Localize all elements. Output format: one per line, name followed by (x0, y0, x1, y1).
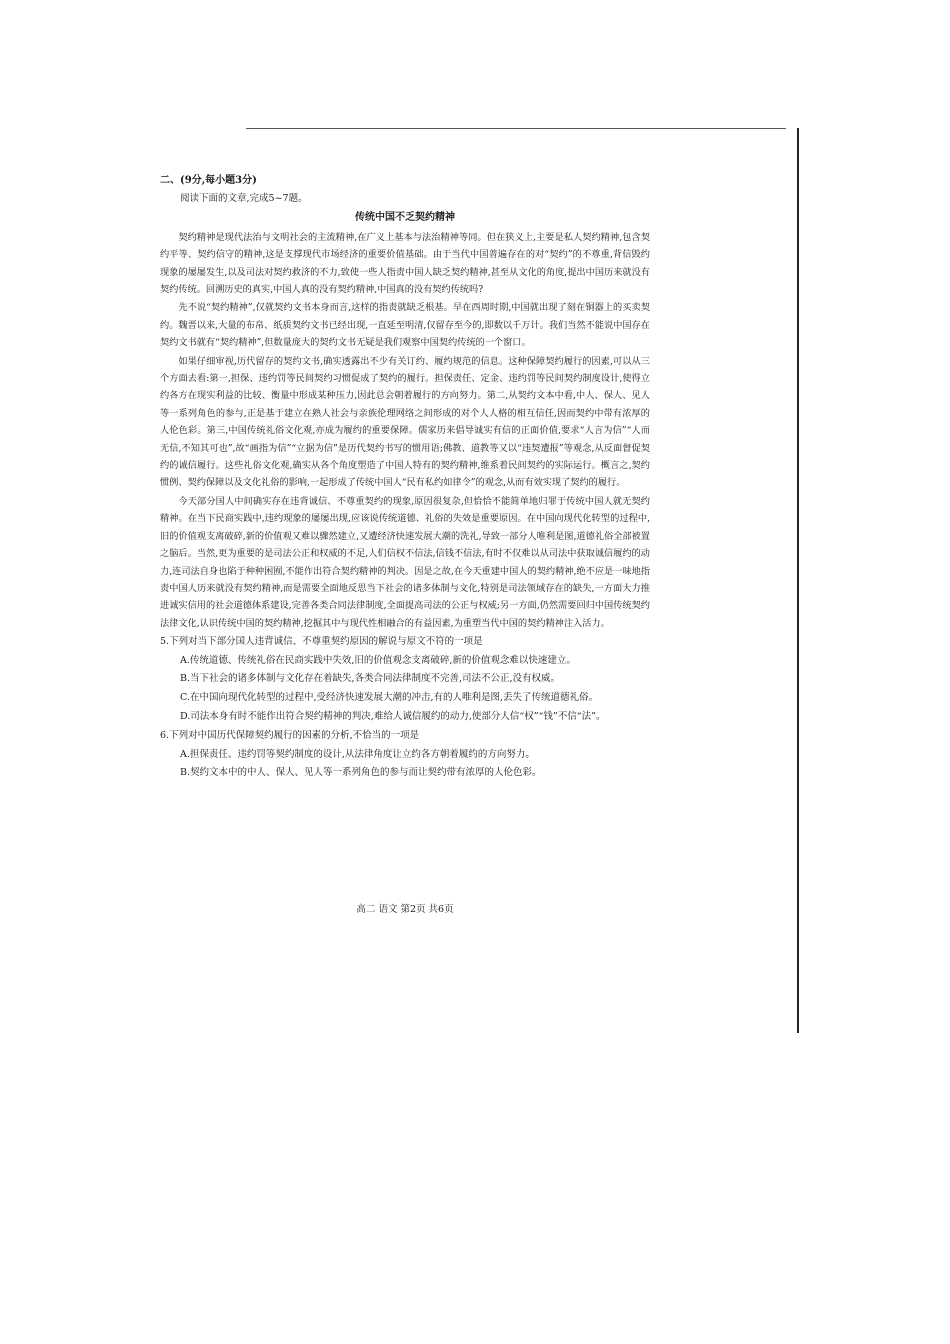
article-title: 传统中国不乏契约精神 (355, 212, 455, 224)
question-5-option-b: B.当下社会的诸多体制与文化存在着缺失,各类合同法律制度不完善,司法不公正,没有权威。 (180, 673, 561, 685)
article-paragraph-1: 契约精神是现代法治与文明社会的主流精神,在广义上基本与法治精神等同。但在狭义上,主要是私人契约精神,包含契约平等、契约信守的精神,这是支撑现代市场经济的重要价值基础。由于当代中国普遍存在的对“契约”的不尊重,背信毁约现象的屡屡发生,以及司法对契约救济的不力,致使一些人指责中国人缺乏契约精神,甚至从文化的角度,提出中国历来就没有契约传统。回溯历史的真实,中国人真的没有契约精神,中国真的没有契约传统吗? (160, 231, 650, 295)
question-5-option-a: A.传统道德、传统礼俗在民商实践中失效,旧的价值观念支离破碎,新的价值观念难以快速建立。 (180, 654, 576, 666)
page-footer: 高二 语文 第2页 共6页 (356, 904, 454, 915)
top-divider-line (246, 128, 786, 129)
question-5-option-d: D.司法本身有时不能作出符合契约精神的判决,难给人诚信履约的动力,使部分人信“权”“钱”不信“法”。 (180, 710, 606, 722)
question-6-stem: 6.下列对中国历代保障契约履行的因素的分析,不恰当的一项是 (160, 730, 420, 742)
article-paragraph-3: 如果仔细审视,历代留存的契约文书,确实透露出不少有关订约、履约规范的信息。这种保障契约履行的因素,可以从三个方面去看:第一,担保、违约罚等民间契约习惯促成了契约的履行。担保责任、定金、违约罚等民间契约制度设计,使得立约各方在现实利益的比较、衡量中形成某种压力,因此总会朝着履行的方向努力。第二,从契约文本中看,中人、保人、见人等一系列角色的参与,正是基于建立在熟人社会与亲族伦理网络之间形成的对个人人格的相互信任,因而契约中带有浓厚的人伦色彩。第三,中国传统礼俗文化观,亦成为履约的重要保障。儒家历来倡导诚实有信的正面价值,要求“人言为信”“人而无信,不知其可也”,故“画指为信”“立据为信”是历代契约书写的惯用语;佛教、道教等又以“违契遭报”等观念,从反面督促契约的诚信履行。这些礼俗文化观,确实从各个角度塑造了中国人特有的契约精神,维系着民间契约的实际运行。概言之,契约惯例、契约保障以及文化礼俗的影响,一起形成了传统中国人“民有私约如律令”的观念,从而有效实现了契约的履行。 (160, 355, 650, 489)
question-6-option-b: B.契约文本中的中人、保人、见人等一系列角色的参与而让契约带有浓厚的人伦色彩。 (180, 767, 542, 779)
section-instruction: 阅读下面的文章,完成5~7题。 (180, 192, 308, 204)
exam-page (160, 172, 650, 783)
section-heading: 二、(9分,每小题3分) (160, 175, 257, 186)
article-paragraph-4: 今天部分国人中间确实存在违背诚信、不尊重契约的现象,原因很复杂,但恰恰不能简单地归罪于传统中国人就无契约精神。在当下民商实践中,违约现象的屡屡出现,应该说传统道德、礼俗的失效是重要原因。在中国向现代化转型的过程中,旧的价值观支离破碎,新的价值观又难以骤然建立,又遭经济快速发展大潮的洗礼,导致一部分人唯利是图,道德礼俗全部被置之脑后。当然,更为重要的是司法公正和权威的不足,人们信权不信法,信钱不信法,有时不仅难以从司法中获取诚信履约的动力,连司法自身也陷于种种困囿,不能作出符合契约精神的判决。因是之故,在今天重建中国人的契约精神,绝不应是一味地指责中国人历来就没有契约精神,而是需要全面地反思当下社会的诸多体制与文化,特别是司法领域存在的缺失,一方面大力推进诚实信用的社会道德体系建设,完善各类合同法律制度,全面提高司法的公正与权威;另一方面,仍然需要回归中国传统契约法律文化,认识传统中国的契约精神,挖掘其中与现代性相融合的有益因素,为重塑当代中国的契约精神注入活力。 (160, 495, 650, 629)
question-5-stem: 5.下列对当下部分国人违背诚信、不尊重契约原因的解说与原文不符的一项是 (160, 636, 483, 648)
question-5-option-c: C.在中国向现代化转型的过程中,受经济快速发展大潮的冲击,有的人唯利是图,丢失了传统道德礼俗。 (180, 691, 599, 703)
article-paragraph-2: 先不说“契约精神”,仅就契约文书本身而言,这样的指责就缺乏根基。早在西周时期,中国就出现了刻在铜器上的买卖契约。魏晋以来,大量的布帛、纸质契约文书已经出现,一直延至明清,仅留存至今的,即数以千万计。我们当然不能说中国存在契约文书就有“契约精神”,但数量庞大的契约文书无疑是我们观察中国契约传统的一个窗口。 (160, 302, 650, 349)
question-6-option-a: A.担保责任、违约罚等契约制度的设计,从法律角度让立约各方朝着履约的方向努力。 (180, 748, 535, 760)
binding-margin-line (797, 128, 799, 1033)
